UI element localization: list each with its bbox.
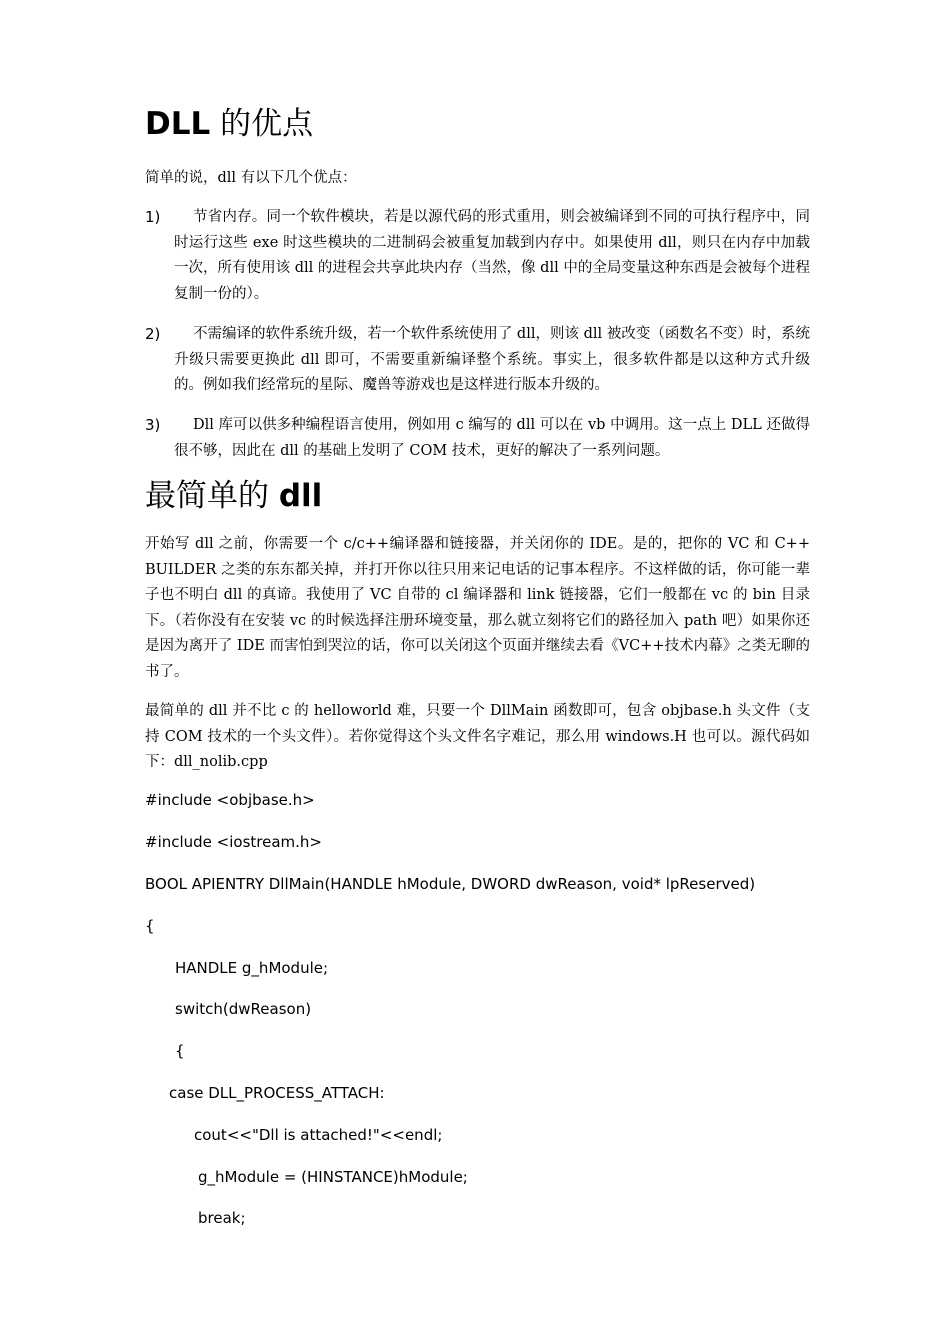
body-paragraph: 开始写 dll 之前，你需要一个 c/c++编译器和链接器，并关闭你的 IDE。是的，把你的 VC 和 C++ BUILDER 之类的东东都关掉，并打开你以往只用来记电话的记事本程序。不这样做的话，你可能一辈子也不明白 dll 的真谛。我使用了 VC 自带的 cl 编译器和 link 链接器，它们一般都在 vc 的 bin 目录下。（若你没有在安装 vc 的时候选择注册环境变量，那么就立刻将它们的路径加入 path 吧）如果你还是因为离开了 IDE 而害怕到哭泣的话，你可以关闭这个页面并继续去看《VC++技术内幕》之类无聊的书了。 [145, 536, 810, 680]
code-line: { [175, 1042, 185, 1060]
list-number: 1) [145, 208, 161, 226]
section-heading-dll-advantages: DLL 的优点 [145, 106, 314, 142]
code-line: case DLL_PROCESS_ATTACH: [169, 1084, 385, 1102]
code-line: HANDLE g_hModule; [175, 959, 329, 977]
list-text: Dll 库可以供多种编程语言使用，例如用 c 编写的 dll 可以在 vb 中调用。这一点上 DLL 还做得很不够，因此在 dll 的基础上发明了 COM 技术，更好的解决了一系列问题。 [174, 417, 810, 459]
code-line: { [145, 917, 155, 935]
code-line: g_hModule = (HINSTANCE)hModule; [198, 1168, 468, 1186]
list-number: 2) [145, 325, 161, 343]
list-number: 3) [145, 416, 161, 434]
code-line: #include <objbase.h> [145, 791, 315, 809]
code-line: cout<<"Dll is attached!"<<endl; [194, 1126, 443, 1144]
code-line: BOOL APIENTRY DllMain(HANDLE hModule, DWORD dwReason, void* lpReserved) [145, 875, 756, 893]
list-item [145, 322, 810, 399]
intro-paragraph: 简单的说，dll 有以下几个优点： [145, 170, 357, 186]
code-line: break; [198, 1209, 246, 1227]
list-text: 不需编译的软件系统升级，若一个软件系统使用了 dll，则该 dll 被改变（函数名不变）时，系统升级只需要更换此 dll 即可，不需要重新编译整个系统。事实上，很多软件都是以这种方式升级的。例如我们经常玩的星际、魔兽等游戏也是这样进行版本升级的。 [174, 326, 810, 393]
list-text: 节省内存。同一个软件模块，若是以源代码的形式重用，则会被编译到不同的可执行程序中，同时运行这些 exe 时这些模块的二进制码会被重复加载到内存中。如果使用 dll，则只在内存中加载一次，所有使用该 dll 的进程会共享此块内存（当然，像 dll 中的全局变量这种东西是会被每个进程复制一份的）。 [174, 209, 810, 302]
list-item [145, 205, 810, 307]
section-heading-simplest-dll: 最简单的 dll [145, 478, 323, 514]
body-paragraph: 最简单的 dll 并不比 c 的 helloworld 难，只要一个 DllMain 函数即可，包含 objbase.h 头文件（支持 COM 技术的一个头文件）。若你觉得这个头文件名字难记，那么用 windows.H 也可以。源代码如下：dll_nolib.cpp [145, 703, 810, 770]
list-item [145, 413, 810, 464]
code-line: switch(dwReason) [175, 1000, 312, 1018]
code-line: #include <iostream.h> [145, 833, 323, 851]
